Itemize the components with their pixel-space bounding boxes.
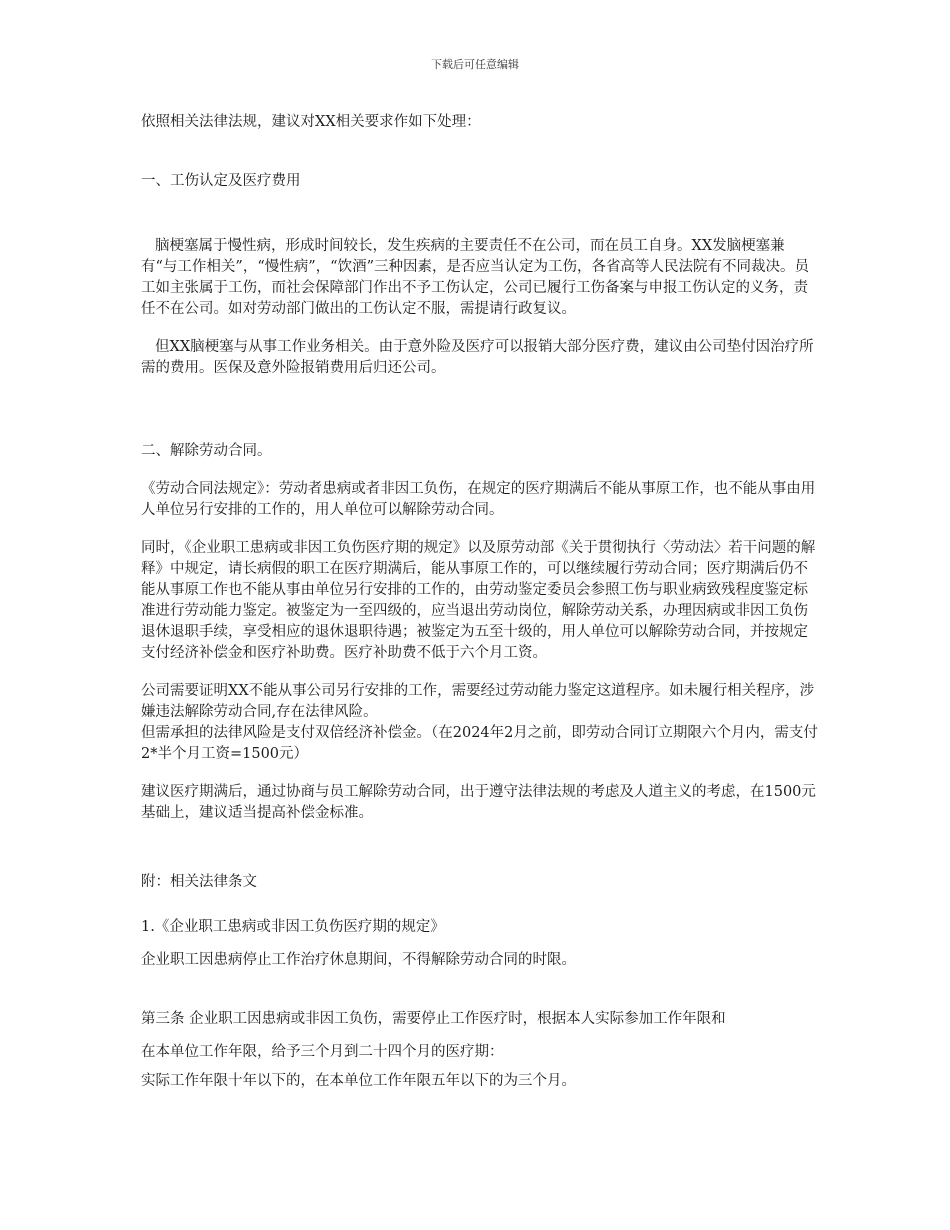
section1-paragraph-2: 但XX脑梗塞与从事工作业务相关。由于意外险及医疗可以报销大部分医疗费，建议由公司垫付因治疗所需的费用。医保及意外险报销费用后归还公司。: [141, 339, 814, 376]
section2-paragraph-5: 建议医疗期满后，通过协商与员工解除劳动合同，出于遵守法律法规的考虑及人道主义的考虑，在1500元基础上，建议适当提高补偿金标准。: [141, 784, 816, 821]
page-header: 下载后可任意编辑: [431, 58, 519, 71]
section2-paragraph-1: 《劳动合同法规定》：劳动者患病或者非因工负伤，在规定的医疗期满后不能从事原工作，也不能从事由用人单位另行安排的工作的，用人单位可以解除劳动合同。: [141, 481, 816, 518]
appendix-line-4: 实际工作年限十年以下的，在本单位工作年限五年以下的为三个月。: [141, 1073, 576, 1089]
appendix-line-2: 第三条 企业职工因患病或非因工负伤，需要停止工作医疗时，根据本人实际参加工作年限和: [141, 1011, 726, 1027]
section2-paragraph-4: 但需承担的法律风险是支付双倍经济补偿金。（在2024年2月之前，即劳动合同订立期限六个月内，需支付2*半个月工资=1500元）: [141, 725, 818, 762]
document-body: [141, 112, 821, 1092]
appendix-line-1: 企业职工因患病停止工作治疗休息期间，不得解除劳动合同的时限。: [141, 952, 576, 968]
section2-paragraph-2: 同时，《企业职工患病或非因工负伤医疗期的规定》以及原劳动部《关于贯彻执行〈劳动法〉若干问题的解释》中规定，请长病假的职工在医疗期满后，能从事原工作的，可以继续履行劳动合同；医疗期满后仍不能从事原工作也不能从事由单位另行安排的工作的，由劳动鉴定委员会参照工伤与职业病致残程度鉴定标准进行劳动能力鉴定。被鉴定为一至四级的，应当退出劳动岗位，解除劳动关系，办理因病或非因工负伤退休退职手续，享受相应的退休退职待遇；被鉴定为五至十级的，用人单位可以解除劳动合同，并按规定支付经济补偿金和医疗补助费。医疗补助费不低于六个月工资。: [141, 540, 816, 661]
section2-title: 二、解除劳动合同。: [141, 443, 272, 459]
section1-title: 一、工伤认定及医疗费用: [141, 173, 301, 189]
appendix-line-3: 在本单位工作年限，给予三个月到二十四个月的医疗期：: [141, 1044, 504, 1060]
intro-paragraph: 依照相关法律法规，建议对XX相关要求作如下处理：: [141, 114, 481, 130]
appendix-title: 附：相关法律条文: [141, 874, 257, 890]
section2-paragraph-3: 公司需要证明XX不能从事公司另行安排的工作，需要经过劳动能力鉴定这道程序。如未履行相关程序，涉嫌违法解除劳动合同,存在法律风险。: [141, 683, 815, 720]
section1-paragraph-1: 脑梗塞属于慢性病，形成时间较长，发生疾病的主要责任不在公司，而在员工自身。XX发脑梗塞兼有“与工作相关”，“慢性病”，“饮酒”三种因素，是否应当认定为工伤，各省高等人民法院有不同裁决。员工如主张属于工伤，而社会保障部门作出不予工伤认定，公司已履行工伤备案与申报工伤认定的义务，责任不在公司。如对劳动部门做出的工伤认定不服，需提请行政复议。: [141, 238, 809, 317]
appendix-item-1: 1.《企业职工患病或非因工负伤医疗期的规定》: [141, 919, 445, 935]
